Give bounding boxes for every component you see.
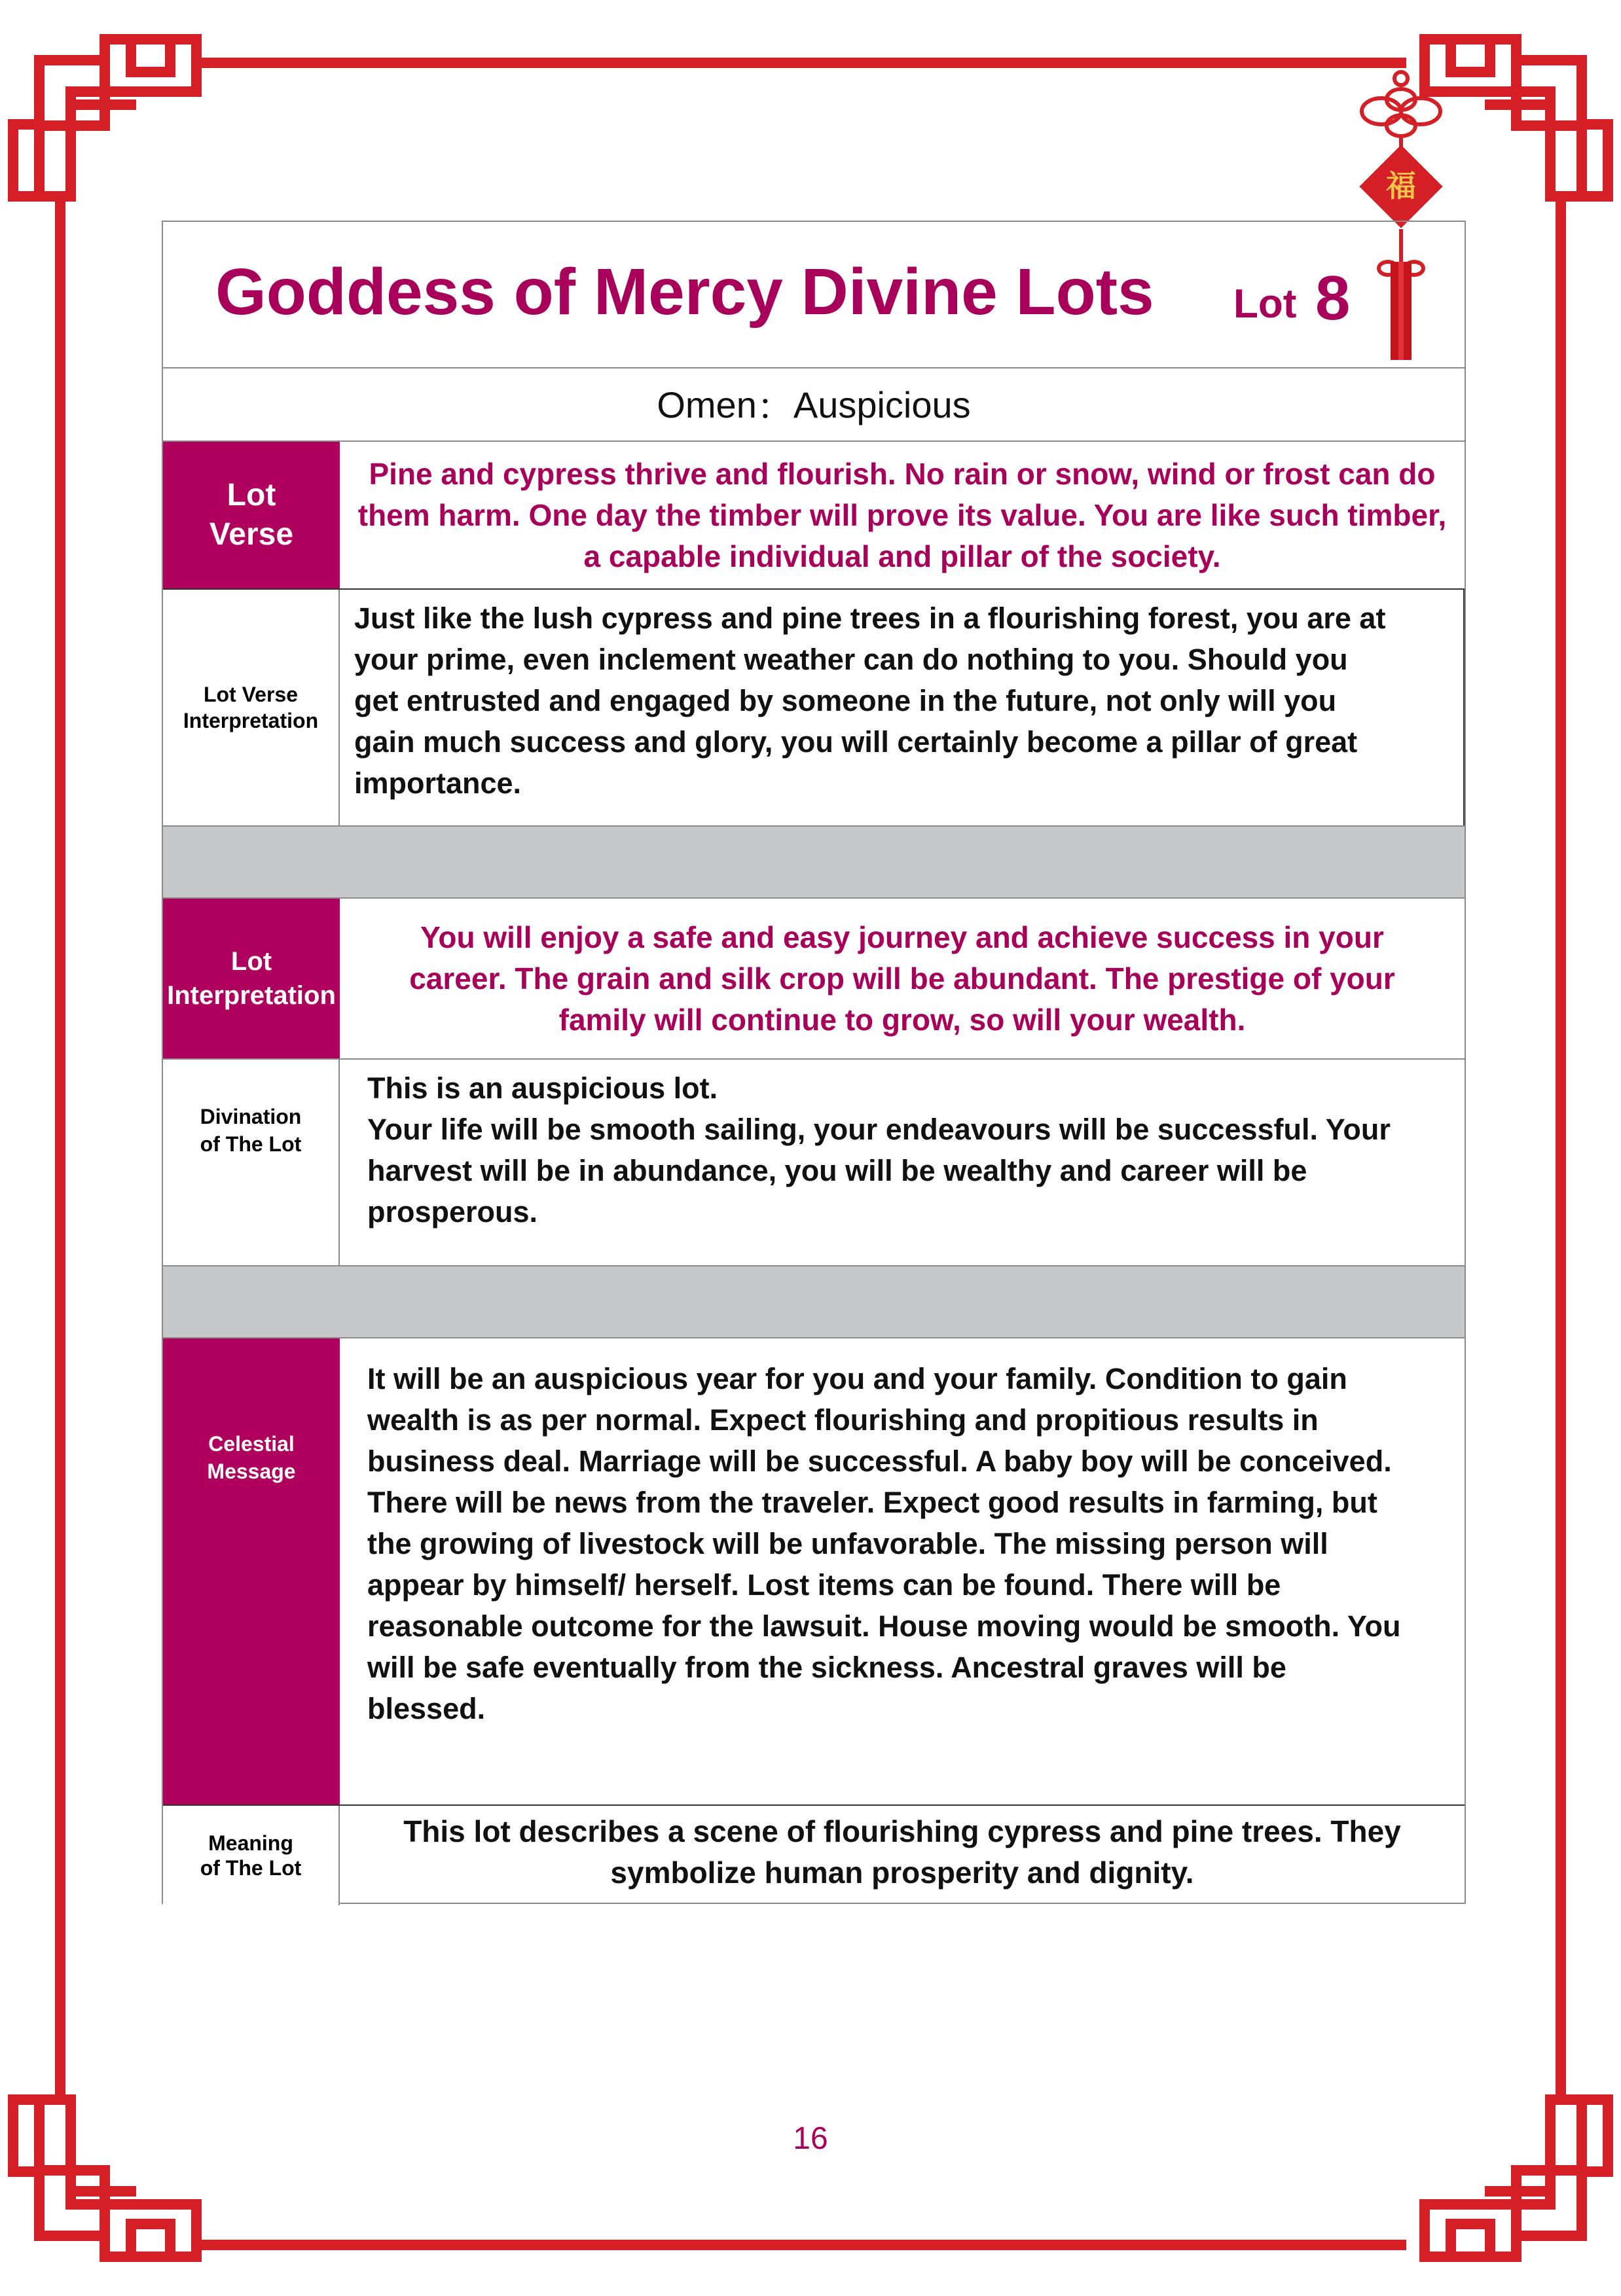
cm-line: There will be news from the traveler. Expect good results in farming, but xyxy=(367,1486,1377,1519)
page-number: 16 xyxy=(793,2121,828,2156)
omen-row xyxy=(163,367,1465,440)
lot-interpretation-text: You will enjoy a safe and easy journey and achieve success in your career. The grain and silk crop will be abundant. The prestige of your family will continue to grow, so will your wealth. xyxy=(409,920,1395,1037)
celestial-message-label xyxy=(163,1338,340,1804)
cm-line: will be safe eventually from the sickness. Ancestral graves will be xyxy=(367,1651,1286,1684)
li-label-line1: Lot xyxy=(230,947,272,976)
lot-verse-label xyxy=(163,442,340,588)
lot-verse-label-line2: Verse xyxy=(209,517,294,552)
cm-line: reasonable outcome for the lawsuit. House moving would be smooth. You xyxy=(367,1609,1401,1643)
cm-line: the growing of livestock will be unfavorable. The missing person will xyxy=(367,1527,1328,1560)
gray-divider xyxy=(163,1265,1465,1338)
lot-table xyxy=(162,221,1466,1904)
fu-character: 福 xyxy=(1386,168,1416,204)
lvi-label-line1: Lot Verse xyxy=(203,683,299,706)
meaning-row xyxy=(163,1804,1465,1905)
cm-label-line1: Celestial xyxy=(208,1432,295,1456)
celestial-message-row xyxy=(163,1338,1465,1804)
omen-value: Auspicious xyxy=(793,384,971,425)
lot-verse-label-line1: Lot xyxy=(227,478,276,512)
lot-verse-interpretation-row xyxy=(163,588,1465,825)
cm-line: blessed. xyxy=(367,1692,486,1725)
meaning-label xyxy=(163,1806,340,1905)
lvi-label-line2: Interpretation xyxy=(183,709,319,732)
div-label-line2: of The Lot xyxy=(200,1132,302,1156)
omen-separator: ： xyxy=(756,386,793,427)
lot-number: 8 xyxy=(1315,263,1351,333)
lvi-line: gain much success and glory, you will certainly become a pillar of great xyxy=(354,725,1358,759)
lvi-line: your prime, even inclement weather can do nothing to you. Should you xyxy=(354,643,1348,676)
divination-label xyxy=(163,1060,340,1265)
page-title: Goddess of Mercy Divine Lots xyxy=(215,255,1154,329)
meaning-label-line2: of The Lot xyxy=(200,1856,302,1880)
div-line: Your life will be smooth sailing, your endeavours will be successful. Your xyxy=(367,1113,1391,1146)
lot-interpretation-row xyxy=(163,899,1465,1058)
lot-verse-interpretation-label xyxy=(163,590,340,825)
cm-line: appear by himself/ herself. Lost items can be found. There will be xyxy=(367,1568,1281,1602)
lvi-line: Just like the lush cypress and pine trees in a flourishing forest, you are at xyxy=(354,601,1386,635)
cm-line: business deal. Marriage will be successful. A baby boy will be conceived. xyxy=(367,1444,1392,1478)
cm-line: wealth is as per normal. Expect flourishing and propitious results in xyxy=(367,1403,1319,1437)
title-row xyxy=(163,222,1465,367)
divination-row xyxy=(163,1058,1465,1265)
cm-line: It will be an auspicious year for you and your family. Condition to gain xyxy=(367,1362,1347,1395)
lot-interpretation-label xyxy=(163,899,340,1058)
div-line: harvest will be in abundance, you will be wealthy and career will be xyxy=(367,1154,1307,1187)
div-line: prosperous. xyxy=(367,1195,538,1229)
lot-label: Lot xyxy=(1233,281,1297,327)
li-label-line2: Interpretation xyxy=(167,981,336,1010)
divination-text xyxy=(340,1060,1465,1265)
div-label-line1: Divination xyxy=(200,1105,302,1128)
celestial-message-text xyxy=(340,1338,1465,1804)
meaning-text: This lot describes a scene of flourishing cypress and pine trees. They symbolize human prosperity and dignity. xyxy=(403,1814,1401,1890)
lot-verse-text: Pine and cypress thrive and flourish. No rain or snow, wind or frost can do them harm. One day the timber will prove its value. You are like such timber, a capable individual and pillar of the society. xyxy=(357,456,1447,573)
cm-label-line2: Message xyxy=(207,1460,296,1483)
omen-label: Omen xyxy=(657,384,757,425)
div-line: This is an auspicious lot. xyxy=(367,1071,718,1105)
gray-divider xyxy=(163,825,1465,899)
omen-text xyxy=(163,368,1465,440)
meaning-label-line1: Meaning xyxy=(208,1831,293,1855)
lvi-line: get entrusted and engaged by someone in the future, not only will you xyxy=(354,684,1337,717)
lot-verse-interpretation-text xyxy=(340,590,1465,825)
lvi-line: importance. xyxy=(354,766,522,800)
lot-verse-row xyxy=(163,440,1465,588)
